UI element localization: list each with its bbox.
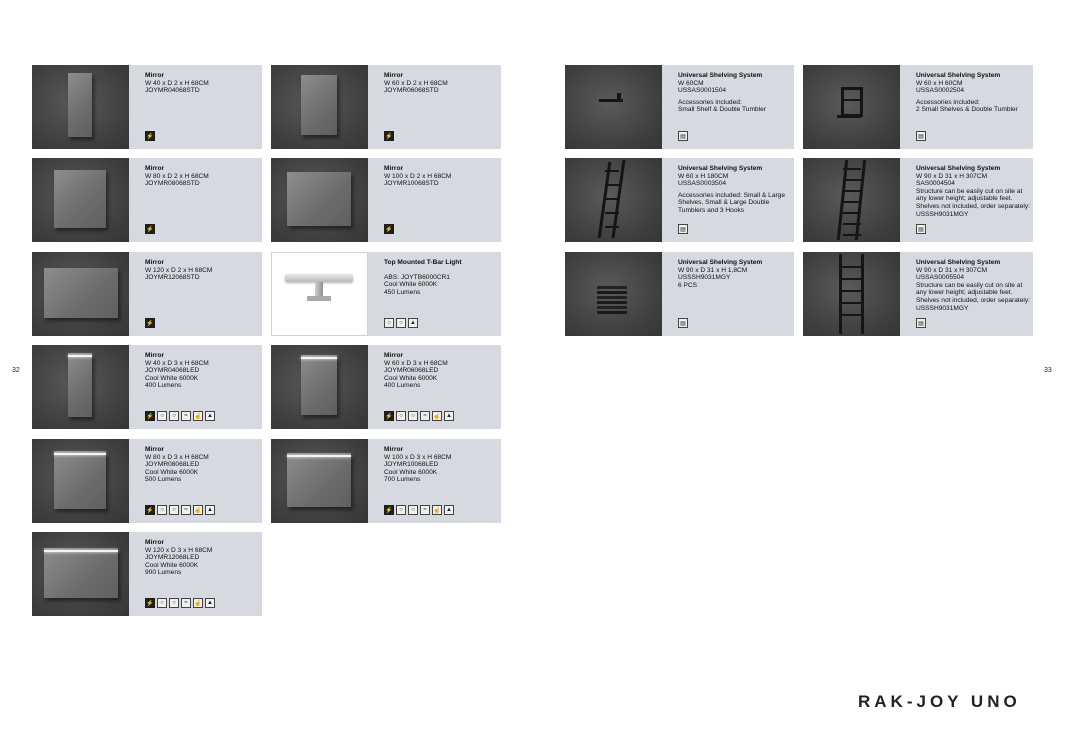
- demister-icon: ≈: [420, 411, 430, 421]
- product-details: Mirror W 60 x D 2 x H 68CM JOYMR06068STD: [384, 72, 448, 95]
- demister-icon: ≈: [420, 505, 430, 515]
- ip44-icon: ▲: [205, 411, 215, 421]
- bulb-icon: ○: [408, 411, 418, 421]
- plug-icon: ⚡: [384, 224, 394, 234]
- plug-icon: ⚡: [145, 318, 155, 328]
- product-details: Universal Shelving System W 60CM USSAS0001504 Accessories included: Small Shelf & Double Tumbler: [678, 72, 766, 114]
- product-image: [32, 439, 129, 523]
- bulb-icon: ○: [169, 411, 179, 421]
- brand-logo: RAK-JOY UNO: [858, 692, 1021, 711]
- bulb-icon: ○: [157, 411, 167, 421]
- touch-icon: ☝: [193, 505, 203, 515]
- product-card[interactable]: [32, 65, 262, 149]
- product-image: [32, 65, 129, 149]
- plug-icon: ⚡: [384, 131, 394, 141]
- product-card[interactable]: [565, 158, 794, 242]
- product-details: Universal Shelving System W 90 x D 31 x H 1,8CM USSSH9031MGY 6 PCS: [678, 259, 763, 289]
- product-card[interactable]: [803, 252, 1033, 336]
- product-image: [271, 158, 368, 242]
- product-details: Universal Shelving System W 90 x D 31 x H 307CM SAS0004504 Structure can be easily cut on site at any lower height; adjustable feet. Shelves not included, order separately: USSSH9031MGY: [916, 165, 1030, 218]
- bulb-icon: ○: [157, 505, 167, 515]
- product-image: [271, 439, 368, 523]
- ip44-icon: ▲: [205, 598, 215, 608]
- page-number-right: 33: [1044, 367, 1052, 374]
- product-card[interactable]: [271, 158, 501, 242]
- plug-icon: ⚡: [145, 505, 155, 515]
- product-details: Mirror W 60 x D 3 x H 68CM JOYMR06068LED Cool White 6000K 400 Lumens: [384, 352, 448, 390]
- bulb-icon: ○: [396, 505, 406, 515]
- bulb-icon: ○: [396, 318, 406, 328]
- product-details: Universal Shelving System W 60 x H 60CM USSAS0002504 Accessories included: 2 Small Shelves & Double Tumbler: [916, 72, 1018, 114]
- product-details: Universal Shelving System W 60 x H 180CM USSAS0003504 Accessories included: Small & Large Shelves, Small & Large Double Tumblers and 3 Hooks: [678, 165, 786, 214]
- product-details: Mirror W 40 x D 3 x H 68CM JOYMR04068LED Cool White 6000K 400 Lumens: [145, 352, 209, 390]
- bulb-icon: ○: [396, 411, 406, 421]
- product-image: [32, 252, 129, 336]
- touch-icon: ☝: [193, 411, 203, 421]
- product-card[interactable]: [271, 65, 501, 149]
- shelving-icon: ▤: [916, 224, 926, 234]
- product-card[interactable]: [565, 252, 794, 336]
- product-image: [565, 65, 662, 149]
- shelving-icon: ▤: [678, 318, 688, 328]
- product-card[interactable]: [271, 439, 501, 523]
- demister-icon: ≈: [181, 598, 191, 608]
- ip44-icon: ▲: [444, 505, 454, 515]
- product-details: Top Mounted T-Bar Light ABS: JOYTB6000CR1 Cool White 6000K 450 Lumens: [384, 259, 462, 296]
- bulb-icon: ○: [408, 505, 418, 515]
- shelving-icon: ▤: [678, 131, 688, 141]
- touch-icon: ☝: [193, 598, 203, 608]
- product-card[interactable]: [565, 65, 794, 149]
- shelving-icon: ▤: [916, 318, 926, 328]
- product-card[interactable]: [32, 532, 262, 616]
- product-image: [271, 65, 368, 149]
- product-card[interactable]: [32, 158, 262, 242]
- plug-icon: ⚡: [384, 505, 394, 515]
- bulb-icon: ○: [169, 505, 179, 515]
- shelving-icon: ▤: [678, 224, 688, 234]
- product-image: [32, 532, 129, 616]
- bulb-icon: ○: [169, 598, 179, 608]
- product-details: Mirror W 120 x D 3 x H 68CM JOYMR12068LED Cool White 6000K 900 Lumens: [145, 539, 213, 577]
- product-card[interactable]: [32, 345, 262, 429]
- product-image: [565, 158, 662, 242]
- product-details: Mirror W 100 x D 2 x H 68CM JOYMR10068STD: [384, 165, 452, 188]
- product-image: [803, 65, 900, 149]
- touch-icon: ☝: [432, 411, 442, 421]
- product-image: [32, 158, 129, 242]
- product-details: Mirror W 80 x D 2 x H 68CM JOYMR08068STD: [145, 165, 209, 188]
- ip44-icon: ▲: [205, 505, 215, 515]
- ip44-icon: ▲: [408, 318, 418, 328]
- product-image: [803, 158, 900, 242]
- plug-icon: ⚡: [145, 411, 155, 421]
- product-details: Mirror W 80 x D 3 x H 68CM JOYMR08068LED Cool White 6000K 500 Lumens: [145, 446, 209, 484]
- product-image: [271, 345, 368, 429]
- bulb-icon: ○: [157, 598, 167, 608]
- demister-icon: ≈: [181, 505, 191, 515]
- plug-icon: ⚡: [145, 224, 155, 234]
- product-image: [32, 345, 129, 429]
- touch-icon: ☝: [432, 505, 442, 515]
- product-card[interactable]: [271, 345, 501, 429]
- plug-icon: ⚡: [145, 131, 155, 141]
- product-card[interactable]: [32, 252, 262, 336]
- plug-icon: ⚡: [145, 598, 155, 608]
- product-card[interactable]: [803, 158, 1033, 242]
- product-card[interactable]: [803, 65, 1033, 149]
- ip44-icon: ▲: [444, 411, 454, 421]
- page-number-left: 32: [12, 367, 20, 374]
- product-image: [271, 252, 368, 336]
- bulb-icon: ○: [384, 318, 394, 328]
- product-details: Mirror W 120 x D 2 x H 68CM JOYMR12068STD: [145, 259, 213, 282]
- product-card[interactable]: [32, 439, 262, 523]
- product-details: Universal Shelving System W 90 x D 31 x H 307CM USSAS0005504 Structure can be easily cut on site at any lower height; adjustable feet. Shelves not included, order separately: USSSH9031MGY: [916, 259, 1030, 312]
- demister-icon: ≈: [181, 411, 191, 421]
- product-details: Mirror W 40 x D 2 x H 68CM JOYMR04068STD: [145, 72, 209, 95]
- plug-icon: ⚡: [384, 411, 394, 421]
- product-card[interactable]: [271, 252, 501, 336]
- shelving-icon: ▤: [916, 131, 926, 141]
- product-details: Mirror W 100 x D 3 x H 68CM JOYMR10068LED Cool White 6000K 700 Lumens: [384, 446, 452, 484]
- product-image: [803, 252, 900, 336]
- product-image: [565, 252, 662, 336]
